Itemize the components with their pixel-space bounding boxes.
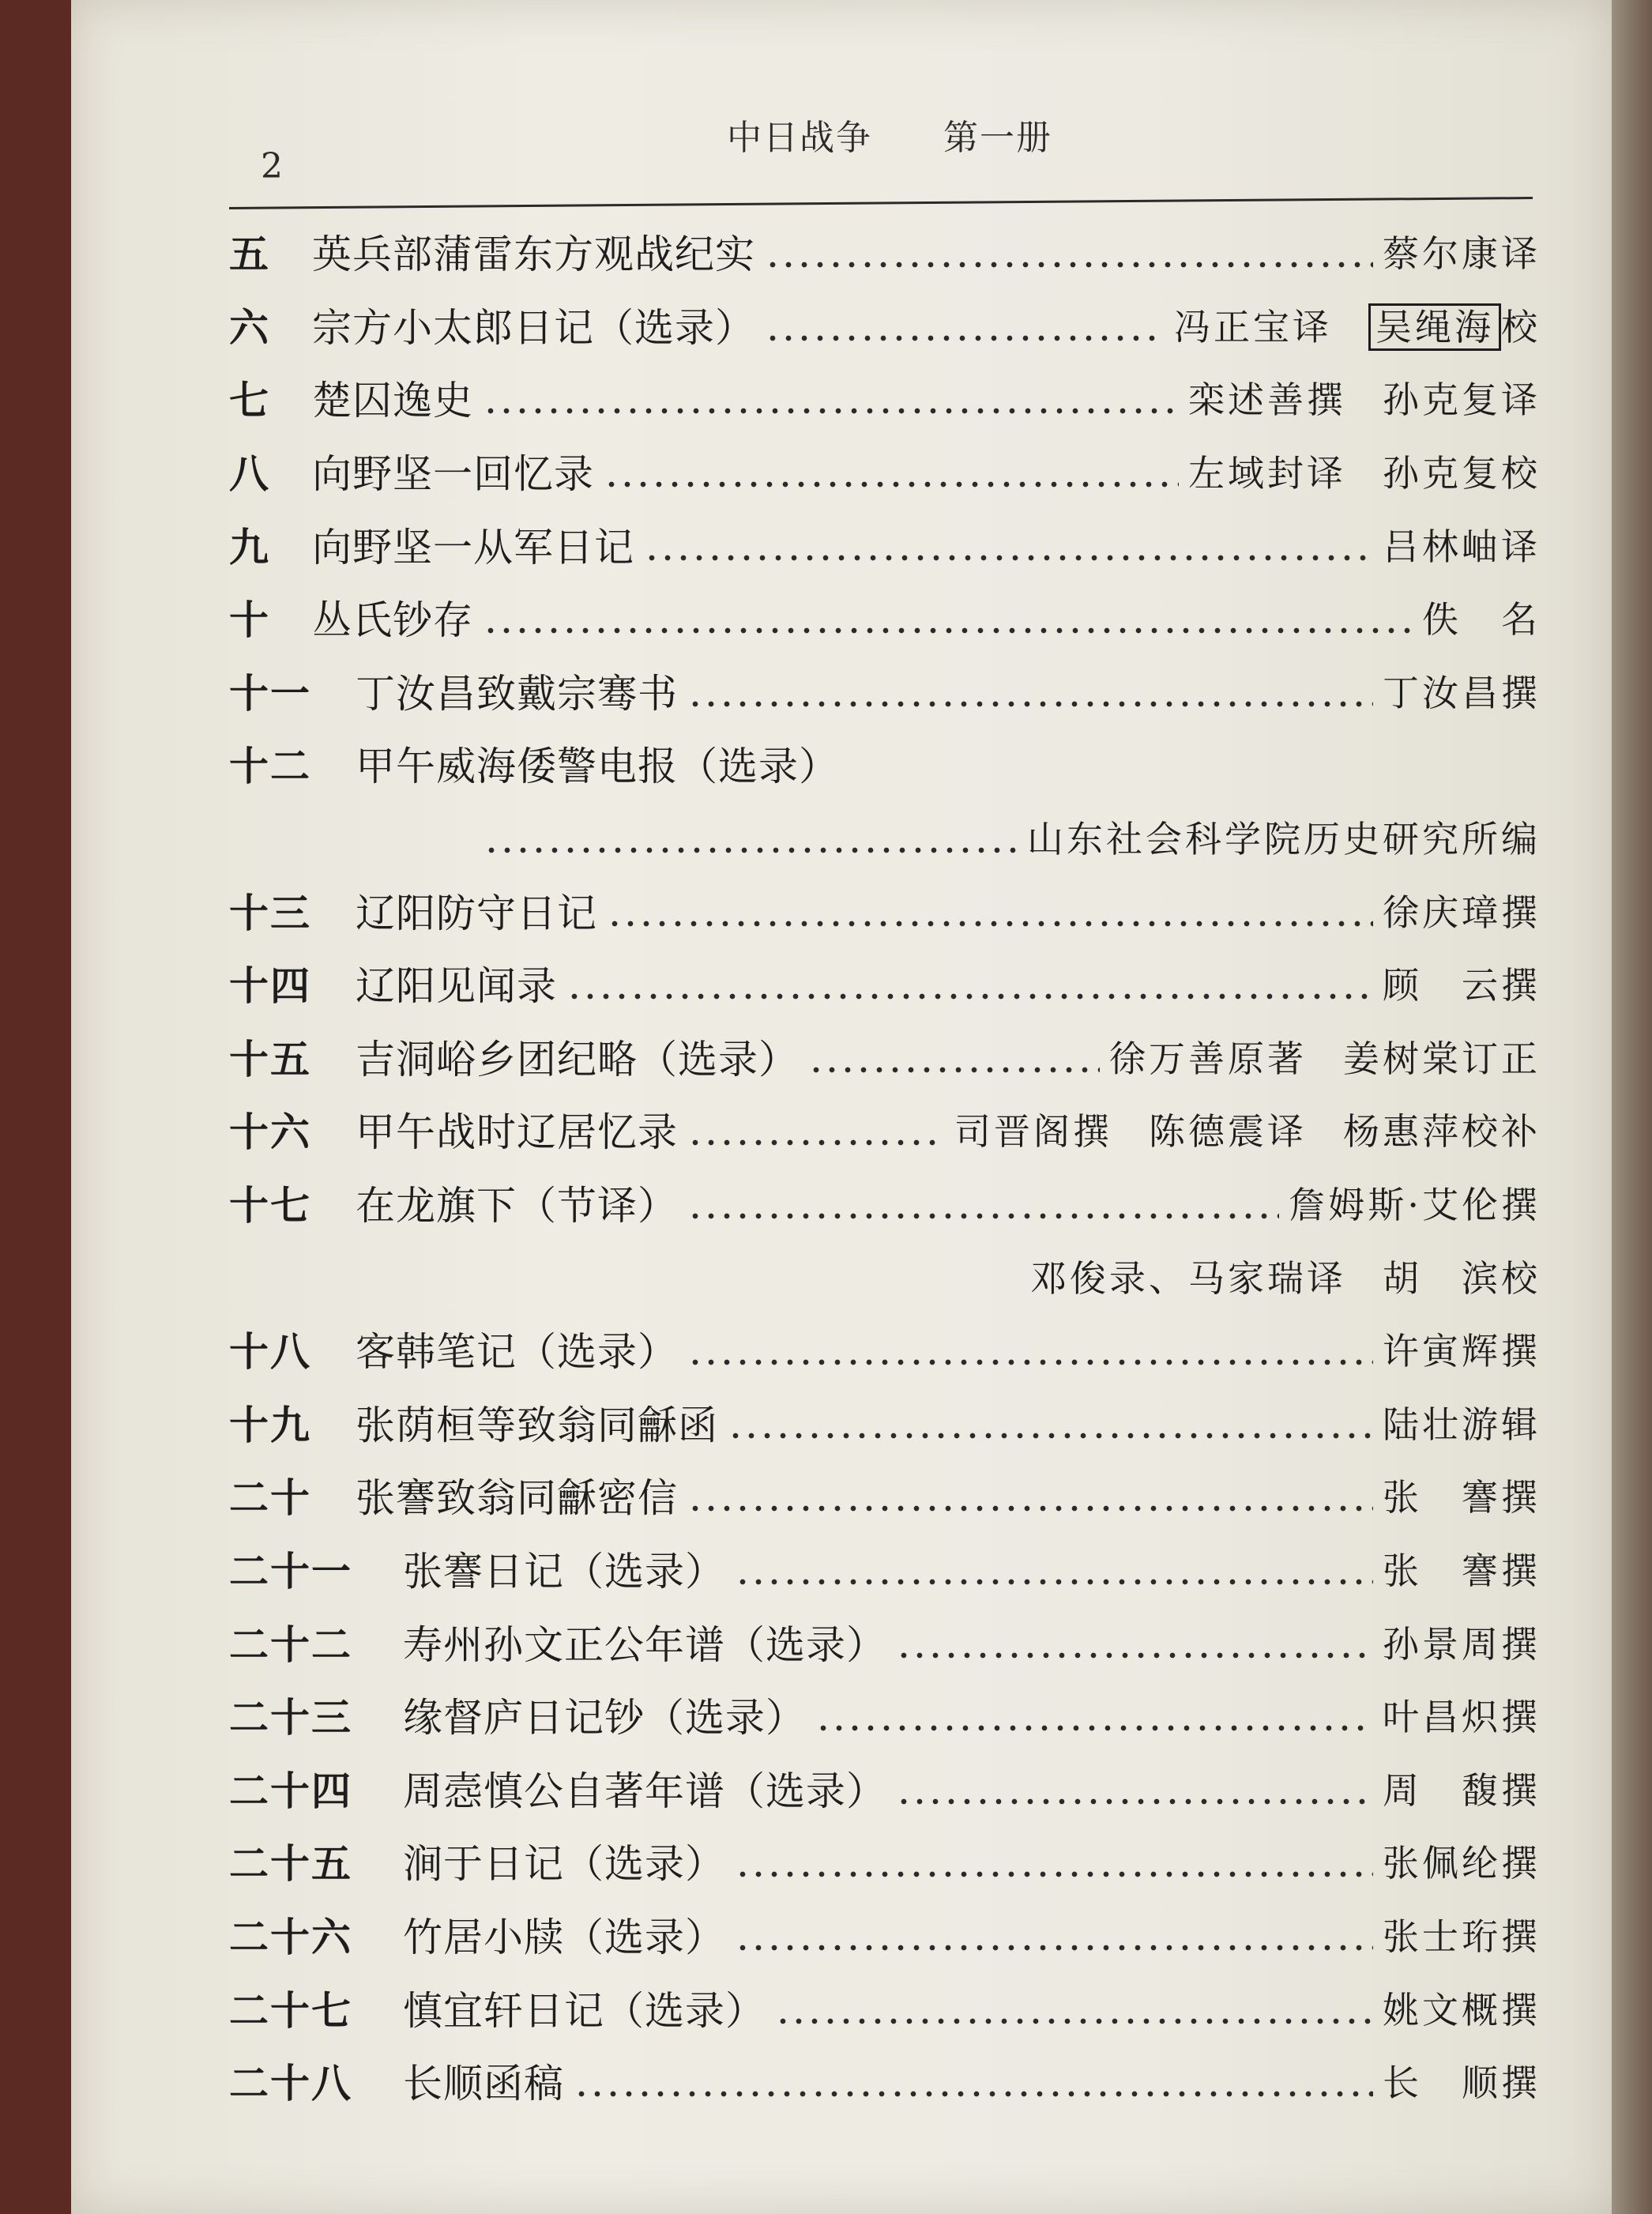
entry-credit: [1383, 1396, 1541, 1448]
credit-part: 吕林岫译: [1383, 525, 1541, 568]
book-page: [71, 0, 1612, 2214]
entry-credit: [1030, 1250, 1541, 1302]
leader-dots: [484, 817, 1018, 857]
leader-dots: [687, 1109, 945, 1149]
entry-number: 十九: [229, 1402, 311, 1448]
entry-credit: [1289, 1177, 1541, 1229]
toc-entry: [229, 1312, 1541, 1386]
credit-part: 张士珩撰: [1383, 1915, 1541, 1958]
leader-dots: [607, 890, 1373, 930]
entry-credit: [1174, 299, 1541, 351]
entry-credit: [1383, 1835, 1541, 1887]
toc-entry: [229, 1386, 1541, 1459]
credit-part: 栾述善撰: [1188, 378, 1346, 422]
entry-number: 二十三: [229, 1695, 352, 1741]
book-title: 中日战争: [727, 118, 872, 158]
entry-number: 二十四: [229, 1768, 352, 1814]
entry-title: 客韩笔记（选录）: [356, 1329, 678, 1376]
entry-credit: [954, 1103, 1541, 1155]
credit-part: 姚文概撰: [1383, 1988, 1541, 2031]
entry-number: 二十八: [229, 2061, 352, 2107]
entry-title: 在龙旗下（节译）: [356, 1183, 678, 1229]
credit-part: 姜树棠订正: [1343, 1037, 1541, 1080]
entry-credit: [1383, 1689, 1541, 1741]
leader-dots: [483, 378, 1179, 417]
entry-number: 七: [229, 378, 270, 424]
entry-number: 十七: [229, 1183, 311, 1229]
credit-part: 孙克复译: [1383, 378, 1541, 422]
entry-title: 长顺函稿: [403, 2061, 564, 2107]
entry-title: 辽阳防守日记: [356, 890, 597, 936]
entry-credit: [1188, 445, 1541, 497]
credit-part: 徐庆璋撰: [1383, 890, 1541, 934]
entry-title: 辽阳见闻录: [356, 963, 557, 1010]
entry-credit: [1383, 1616, 1541, 1668]
leader-dots: [687, 1475, 1373, 1515]
credit-part: 胡 滨校: [1383, 1256, 1541, 1300]
credit-part: 长 顺撰: [1383, 2062, 1541, 2105]
entry-credit: [1422, 591, 1541, 643]
entry-number: 十八: [229, 1329, 311, 1376]
toc-entry: [229, 435, 1541, 508]
entry-title: 张荫桓等致翁同龢函: [356, 1402, 718, 1448]
leader-dots: [574, 2061, 1373, 2100]
toc-entry: [229, 1093, 1541, 1166]
credit-part: 孙景周撰: [1383, 1622, 1541, 1666]
header-rule: [229, 197, 1533, 209]
entry-credit: [1188, 371, 1541, 424]
leader-dots: [644, 525, 1373, 564]
toc-entry: [229, 361, 1541, 435]
boxed-name: 吴绳海: [1368, 303, 1501, 351]
toc-entry: [229, 1678, 1541, 1752]
entry-number: 十一: [229, 670, 311, 717]
credit-part: 左域封译: [1188, 452, 1346, 495]
entry-credit: [1109, 1030, 1541, 1083]
entry-title: 丁汝昌致戴宗骞书: [356, 670, 678, 717]
entry-title: 楚囚逸史: [312, 378, 473, 424]
credit-part: 周 馥撰: [1383, 1768, 1541, 1812]
toc-entry: [229, 581, 1541, 654]
entry-title: 向野坚一从军日记: [312, 524, 634, 570]
leader-dots: [604, 451, 1179, 491]
toc-entry: [229, 1605, 1541, 1678]
leader-dots: [728, 1403, 1373, 1442]
leader-dots: [808, 1037, 1100, 1076]
entry-number: 二十七: [229, 1987, 352, 2034]
entry-title: 吉洞峪乡团纪略（选录）: [356, 1036, 799, 1083]
toc-entry: [229, 873, 1541, 947]
toc-entry: [229, 654, 1541, 728]
entry-credit: [1383, 957, 1541, 1009]
entry-title: 慎宜轩日记（选录）: [403, 1987, 766, 2034]
entry-title: 竹居小牍（选录）: [403, 1914, 725, 1960]
entry-credit: [1383, 1908, 1541, 1960]
credit-part: 张 謇撰: [1383, 1476, 1541, 1519]
entry-number: 十六: [229, 1109, 311, 1156]
credit-part: 张佩纶撰: [1383, 1842, 1541, 1885]
credit-part: 司晋阁撰: [954, 1110, 1112, 1154]
credit-part: 顾 云撰: [1383, 964, 1541, 1007]
entry-title: 涧于日记（选录）: [403, 1841, 725, 1888]
entry-number: 十四: [229, 963, 311, 1010]
entry-credit: [1383, 1323, 1541, 1375]
entry-title: 张謇致翁同龢密信: [356, 1475, 678, 1522]
toc-entry: [229, 1239, 1541, 1312]
toc-entry: [229, 1459, 1541, 1532]
credit-part: 徐万善原著: [1109, 1037, 1307, 1080]
toc-entry: [229, 1166, 1541, 1240]
credit-part: 冯正宝译: [1174, 305, 1332, 348]
entry-credit: [1383, 1762, 1541, 1814]
running-title: [727, 109, 1052, 160]
entry-title: 宗方小太郎日记（选录）: [312, 304, 755, 351]
leader-dots: [896, 1768, 1373, 1808]
leader-dots: [687, 1329, 1373, 1369]
entry-title: 甲午威海倭警电报（选录）: [356, 744, 839, 790]
entry-credit: [1383, 2054, 1541, 2107]
toc-entry: [229, 288, 1541, 362]
entry-number: 十二: [229, 744, 311, 790]
credit-part: 杨惠萍校补: [1343, 1110, 1541, 1154]
credit-part: 蔡尔康译: [1383, 232, 1541, 276]
toc-entry: [229, 1898, 1541, 1971]
entry-number: 五: [229, 232, 270, 278]
leader-dots: [735, 1549, 1373, 1588]
entry-credit: [1383, 1469, 1541, 1521]
entry-number: 十三: [229, 890, 311, 936]
toc-entry: [229, 1532, 1541, 1606]
credit-part: 孙克复校: [1383, 452, 1541, 495]
toc-entry: [229, 1971, 1541, 2044]
credit-part: 佚 名: [1422, 598, 1541, 642]
credit-part: 许寅辉撰: [1383, 1330, 1541, 1373]
credit-part: 邓俊录、马家瑞译: [1030, 1256, 1346, 1300]
leader-dots: [687, 1183, 1279, 1222]
toc-entry: [229, 1020, 1541, 1094]
entry-title: 缘督庐日记钞（选录）: [403, 1695, 806, 1741]
entry-title: 丛氏钞存: [312, 597, 473, 644]
credit-part: 陆壮游辑: [1383, 1403, 1541, 1446]
entry-title: 张謇日记（选录）: [403, 1548, 725, 1595]
entry-credit: [1383, 665, 1541, 717]
toc-entry: [229, 507, 1541, 581]
toc-entry: [229, 2044, 1541, 2118]
credit-part: 詹姆斯·艾伦撰: [1289, 1184, 1541, 1227]
toc-entry: [229, 215, 1541, 288]
entry-title: 寿州孙文正公年谱（选录）: [403, 1621, 886, 1668]
toc-entry: [229, 727, 1541, 800]
leader-dots: [735, 1915, 1373, 1954]
credit-part: 叶昌炽撰: [1383, 1696, 1541, 1739]
entry-credit: [1383, 1542, 1541, 1595]
entry-credit: [1383, 1982, 1541, 2034]
entry-number: 九: [229, 524, 270, 570]
toc-entry: [229, 947, 1541, 1020]
leader-dots: [687, 671, 1373, 710]
page-number: 2: [261, 146, 283, 186]
leader-dots: [815, 1695, 1373, 1734]
entry-title: 甲午战时辽居忆录: [356, 1109, 678, 1156]
leader-dots: [775, 1988, 1373, 2028]
leader-dots: [765, 232, 1373, 271]
toc-entry: [229, 800, 1541, 874]
table-of-contents: [229, 215, 1541, 2117]
leader-dots: [735, 1841, 1373, 1881]
entry-number: 二十一: [229, 1548, 352, 1595]
entry-number: 十五: [229, 1036, 311, 1083]
credit-part: 吴绳海 校: [1368, 306, 1541, 348]
credit-part: 丁汝昌撰: [1383, 671, 1541, 714]
entry-title: 向野坚一回忆录: [312, 451, 594, 498]
entry-number: 八: [229, 451, 270, 498]
entry-number: 二十: [229, 1475, 311, 1522]
entry-number: 二十五: [229, 1841, 352, 1888]
entry-title: 周悫慎公自著年谱（选录）: [403, 1768, 886, 1814]
entry-credit: [1383, 225, 1541, 277]
entry-credit: [1383, 518, 1541, 570]
entry-title: 英兵部蒲雷东方观战纪实: [312, 232, 755, 278]
entry-number: 二十六: [229, 1914, 352, 1960]
credit-part: 陈德震译: [1149, 1110, 1307, 1154]
credit-part: 张 謇撰: [1383, 1549, 1541, 1592]
leader-dots: [896, 1622, 1373, 1662]
volume-label: 第一册: [943, 118, 1052, 158]
entry-credit: [1027, 811, 1541, 863]
entry-number: 六: [229, 304, 270, 351]
entry-credit: [1383, 884, 1541, 936]
credit-part: 山东社会科学院历史研究所编: [1027, 818, 1541, 861]
toc-entry: [229, 1751, 1541, 1824]
leader-dots: [765, 305, 1165, 345]
entry-number: 十: [229, 597, 270, 644]
book-edge: [1612, 0, 1652, 2214]
entry-number: 二十二: [229, 1621, 352, 1668]
leader-dots: [566, 963, 1373, 1003]
leader-dots: [483, 597, 1413, 637]
toc-entry: [229, 1824, 1541, 1898]
page-header: [71, 0, 1612, 198]
